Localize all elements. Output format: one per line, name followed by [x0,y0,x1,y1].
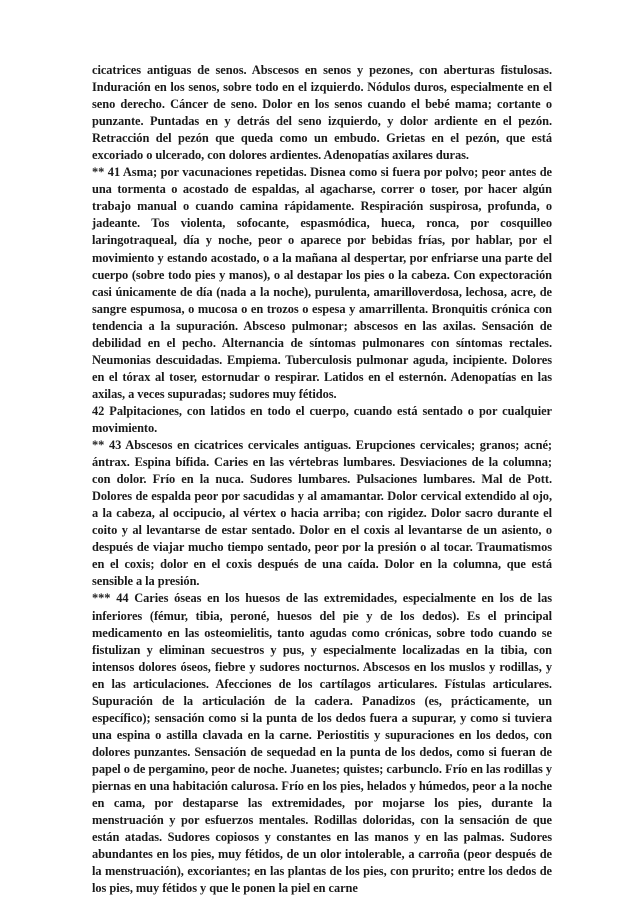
paragraph-44-extremities: *** 44 Caries óseas en los huesos de las extremidades, especialmente en los de las inferiores (fémur, tibia, peroné, huesos del pie y de los dedos). Es el principal medicamento en las osteomielitis, tanto agudas como crónicas, sobre todo cuando se fistulizan y eliminan secuestros y pus, y especialmente localizadas en la tibia, con intensos dolores óseos, fiebre y sudores nocturnos. Abscesos en los muslos y rodillas, y en las articulaciones. Afecciones de los cartílagos articulares. Fístulas articulares. Supuración de la articulación de la cadera. Panadizos (es, prácticamente, un específico); sensación como si la punta de los dedos fuera a supurar, y como si tuviera una espina o astilla clavada en la carne. Periostitis y supuraciones en los dedos, con dolores punzantes. Sensación de sequedad en la punta de los dedos, como si fueran de papel o de pergamino, peor de noche. Juanetes; quistes; carbunclo. Frío en las rodillas y piernas en una habitación calurosa. Frío en los pies, helados y húmedos, peor a la noche en cama, por destaparse las extremidades, por mojarse los pies, durante la menstruación y por esfuerzos mentales. Rodillas doloridas, con la sensación de que están atadas. Sudores copiosos y constantes en las manos y en las palmas. Sudores abundantes en los pies, muy fétidos, de un olor intolerable, a carroña (peor después de la menstruación), excoriantes; en las plantas de los pies, con prurito; entre los dedos de los pies, muy fétidos y que le ponen la piel en carne [92,591,552,896]
paragraph-42-palpitations: 42 Palpitaciones, con latidos en todo el cuerpo, cuando está sentado o por cualquier movimiento. [92,403,552,435]
paragraph-41-asthma: ** 41 Asma; por vacunaciones repetidas. Disnea como si fuera por polvo; peor antes de una tormenta o acostado de espaldas, al agacharse, correr o toser, por hacer algún trabajo manual o cuando camina rápidamente. Respiración suspirosa, profunda, o jadeante. Tos violenta, sofocante, espasmódica, hueca, ronca, por cosquilleo laringotraqueal, día y noche, peor o aparece por bebidas frías, por hablar, por el movimiento y estando acostado, o a la mañana al despertar, por enfriarse una parte del cuerpo (sobre todo pies y manos), o al destapar los pies o la cabeza. Con expectoración casi únicamente de día (nada a la noche), purulenta, amarilloverdosa, lechosa, acre, de sangre espumosa, o mucosa o en trozos o espesa y amarrillenta. Bronquitis crónica con tendencia a la supuración. Absceso pulmonar; abscesos en las axilas. Sensación de debilidad en el pecho. Alternancia de síntomas pulmonares con síntomas rectales. Neumonias descuidadas. Empiema. Tuberculosis pulmonar aguda, incipiente. Dolores en el tórax al toser, estornudar o respirar. Latidos en el esternón. Adenopatías en las axilas, a veces supuradas; sudores muy fétidos. [92,165,552,401]
document-body [92,62,552,897]
paragraph-breast-symptoms: cicatrices antiguas de senos. Abscesos en senos y pezones, con aberturas fistulosas. Induración en los senos, sobre todo en el izquierdo. Nódulos duros, especialmente en el seno derecho. Cáncer de seno. Dolor en los senos cuando el bebé mama; cortante o punzante. Puntadas en y detrás del seno izquierdo, y dolor ardiente en el pezón. Retracción del pezón que queda como un embudo. Grietas en el pezón, que está excoriado o ulcerado, con dolores ardientes. Adenopatías axilares duras. [92,63,552,163]
paragraph-43-back: ** 43 Abscesos en cicatrices cervicales antiguas. Erupciones cervicales; granos; acné; ántrax. Espina bífida. Caries en las vértebras lumbares. Desviaciones de la columna; con dolor. Frío en la nuca. Sudores lumbares. Pulsaciones lumbares. Mal de Pott. Dolores de espalda peor por sacudidas y al amamantar. Dolor cervical extendido al ojo, a la cabeza, al occipucio, al vértex o hacia arriba; con rigidez. Dolor sacro durante el coito y al levantarse de estar sentado. Dolor en el coxis al levantarse de un asiento, o después de viajar mucho tiempo sentado, peor por la presión o al tocar. Traumatismos en el coxis; dolor en el coxis después de una caída. Dolor en la columna, que está sensible a la presión. [92,438,552,589]
